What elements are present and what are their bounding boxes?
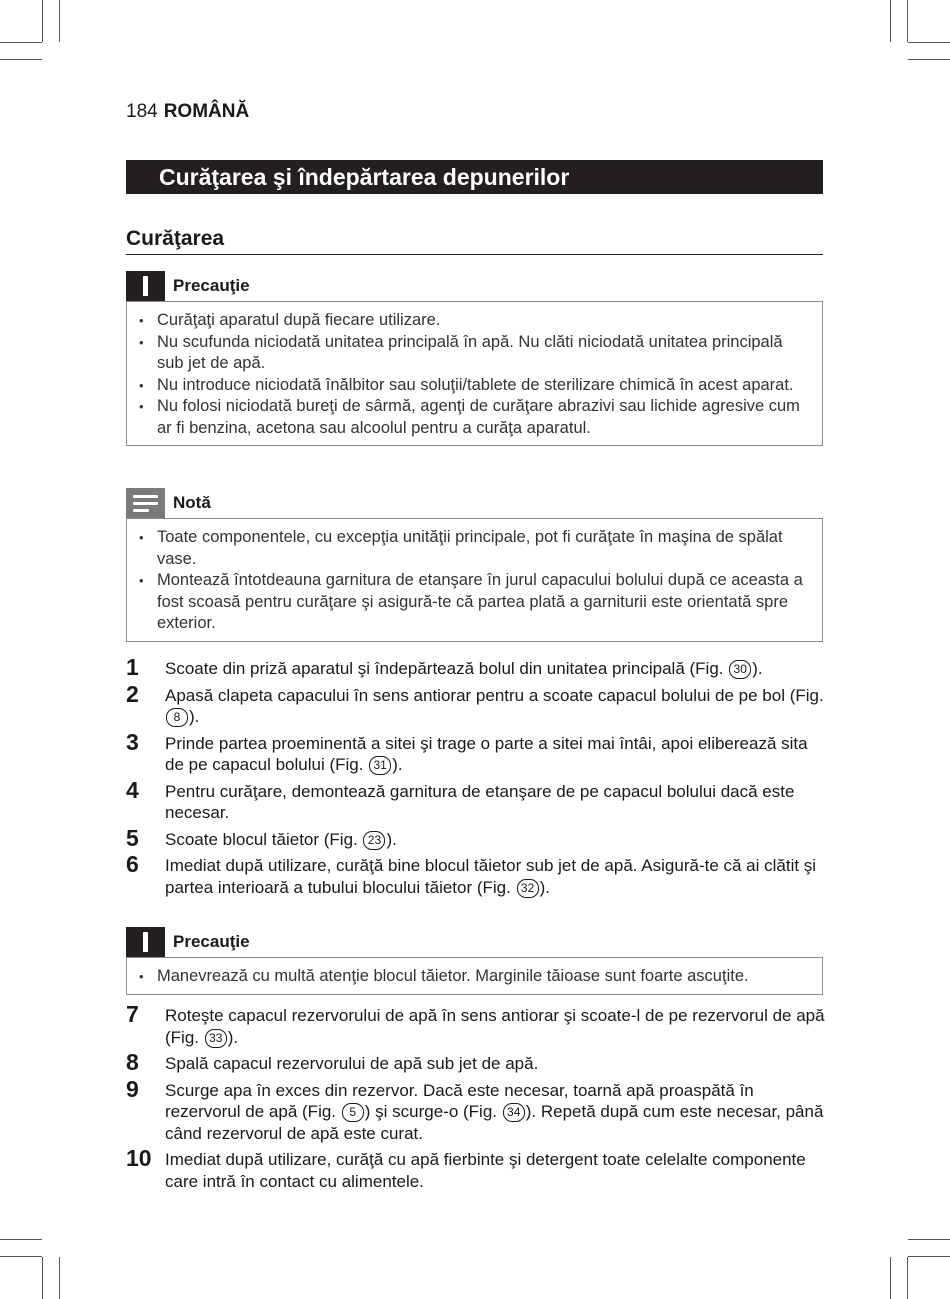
crop-mark: [908, 59, 950, 60]
step-number: 5: [126, 824, 139, 851]
bullet-item: • Curăţaţi aparatul după fiecare utilizare.: [137, 310, 812, 332]
step-text-part: Scurge apa în exces din rezervor. Dacă este necesar, toarnă apă proaspătă în rezervorul de apă (Fig.: [165, 1080, 754, 1121]
step-number: 7: [126, 1001, 139, 1027]
page-header: [126, 100, 249, 124]
figure-ref: 32: [517, 879, 539, 898]
step-text: [165, 829, 397, 851]
steps-list: [126, 1001, 826, 1197]
step-text: [165, 658, 763, 680]
figure-ref: 5: [342, 1103, 364, 1122]
step-text-part: Prinde partea proeminentă a sitei şi trage o parte a sitei mai întâi, apoi eliberează sita de pe capacul bolului (Fig.: [165, 733, 808, 774]
step-text-part: ).: [386, 829, 397, 849]
step-item: [126, 1001, 826, 1048]
step-item: [126, 824, 826, 851]
step-text-part: Roteşte capacul rezervorului de apă în sens antiorar şi scoate-l de pe rezervorul de apă (Fig.: [165, 1006, 825, 1047]
crop-mark: [42, 1257, 43, 1299]
step-text: [165, 1149, 826, 1192]
step-text-part: Imediat după utilizare, curăţă cu apă fierbinte şi detergent toate celelalte componente care intră în contact cu alimentele.: [165, 1150, 806, 1191]
note-list: [137, 527, 812, 635]
step-text-part: ).: [539, 877, 550, 897]
note-content: [126, 518, 823, 642]
step-item: [126, 851, 826, 898]
subsection-title: Curăţarea: [126, 226, 823, 255]
page-language: ROMÂNĂ: [163, 101, 250, 122]
step-item: [126, 728, 826, 776]
step-item: [126, 654, 826, 680]
step-item: [126, 776, 826, 824]
step-text: [165, 685, 826, 728]
crop-mark: [908, 1256, 950, 1257]
bullet-item: • Toate componentele, cu excepţia unităţii principale, pot fi curăţate în maşina de spălat vase.: [137, 527, 812, 570]
step-text-part: Scoate blocul tăietor (Fig.: [165, 829, 363, 849]
crop-mark: [907, 0, 908, 42]
crop-mark: [59, 1257, 60, 1299]
exclamation-icon: [126, 271, 165, 301]
note-tag: [126, 488, 823, 518]
page-number: 184: [126, 101, 158, 122]
step-text-part: ) şi scurge-o (Fig.: [364, 1102, 502, 1121]
step-text-part: Scoate din priză aparatul şi îndepărtează bolul din unitatea principală (Fig.: [165, 659, 729, 678]
crop-mark: [42, 0, 43, 42]
step-text: [165, 855, 826, 898]
exclamation-icon: [126, 927, 165, 957]
step-number: 4: [126, 776, 139, 803]
step-item: [126, 1049, 826, 1075]
step-text-part: Imediat după utilizare, curăţă bine blocul tăietor sub jet de apă. Asigură-te că ai clătit şi partea interioară a tubului blocului tăietor (Fig.: [165, 856, 817, 897]
crop-mark: [908, 42, 950, 43]
figure-ref: 34: [503, 1103, 525, 1122]
crop-mark: [59, 0, 60, 42]
figure-ref: 33: [205, 1029, 227, 1048]
step-text-part: ). Repetă după cum este necesar, până când rezervorul de apă este curat.: [165, 1102, 824, 1143]
figure-ref: 30: [729, 660, 751, 679]
figure-ref: 31: [369, 756, 391, 775]
caution-label: Precauţie: [173, 932, 250, 951]
bullet-item: • Montează întotdeauna garnitura de etanşare în jurul capacului bolului după ce aceasta a fost scoasă pentru curăţare şi asigură-te că partea plată a garniturii este orientată spre exterior.: [137, 570, 812, 635]
step-text: [165, 1005, 826, 1048]
step-number: 3: [126, 728, 139, 755]
step-text-part: Pentru curăţare, demontează garnitura de etanşare de pe capacul bolului dacă este necesar.: [165, 781, 795, 822]
note-lines-icon: [126, 488, 165, 518]
crop-mark: [890, 0, 891, 42]
step-number: 10: [126, 1145, 152, 1171]
step-text-part: Spală capacul rezervorului de apă sub jet de apă.: [165, 1054, 539, 1073]
step-number: 9: [126, 1075, 139, 1102]
step-number: 6: [126, 851, 139, 877]
note-label: Notă: [173, 493, 211, 512]
step-item: [126, 680, 826, 728]
step-text: [165, 1080, 826, 1145]
bullet-item: • Nu folosi niciodată bureţi de sârmă, agenţi de curăţare abrazivi sau lichide agresive cum ar fi benzina, acetona sau alcoolul pentru a curăţa aparatul.: [137, 396, 812, 439]
crop-mark: [0, 42, 42, 43]
caution-content: [126, 957, 823, 995]
caution-list: [137, 966, 812, 988]
crop-mark: [908, 1239, 950, 1240]
step-text-part: ).: [189, 707, 200, 726]
caution-box: [126, 271, 823, 446]
step-text: [165, 733, 826, 776]
step-text: [165, 1053, 538, 1075]
step-number: 8: [126, 1049, 139, 1075]
figure-ref: 23: [363, 831, 385, 850]
crop-mark: [0, 1256, 42, 1257]
step-item: [126, 1075, 826, 1145]
step-text-part: ).: [227, 1027, 239, 1047]
steps-list: [126, 654, 826, 903]
crop-mark: [907, 1257, 908, 1299]
note-box: [126, 488, 823, 642]
caution-box: [126, 927, 823, 995]
step-text-part: ).: [752, 659, 763, 678]
bullet-item: • Manevrează cu multă atenţie blocul tăietor. Marginile tăioase sunt foarte ascuţite.: [137, 966, 812, 988]
step-number: 1: [126, 654, 139, 680]
caution-list: [137, 310, 812, 439]
caution-tag: [126, 927, 823, 957]
step-item: [126, 1145, 826, 1192]
crop-mark: [0, 59, 42, 60]
caution-content: [126, 301, 823, 446]
section-title: Curăţarea şi îndepărtarea depunerilor: [126, 160, 823, 194]
step-number: 2: [126, 680, 139, 707]
step-text: [165, 781, 826, 824]
figure-ref: 8: [166, 708, 188, 727]
crop-mark: [890, 1257, 891, 1299]
bullet-item: • Nu scufunda niciodată unitatea principală în apă. Nu clăti niciodată unitatea principală sub jet de apă.: [137, 332, 812, 375]
caution-label: Precauţie: [173, 276, 250, 295]
bullet-item: • Nu introduce niciodată înălbitor sau soluţii/tablete de sterilizare chimică în acest aparat.: [137, 375, 812, 397]
crop-mark: [0, 1239, 42, 1240]
step-text-part: ).: [392, 755, 403, 774]
caution-tag: [126, 271, 823, 301]
step-text-part: Apasă clapeta capacului în sens antiorar pentru a scoate capacul bolului de pe bol (Fig.: [165, 685, 824, 705]
